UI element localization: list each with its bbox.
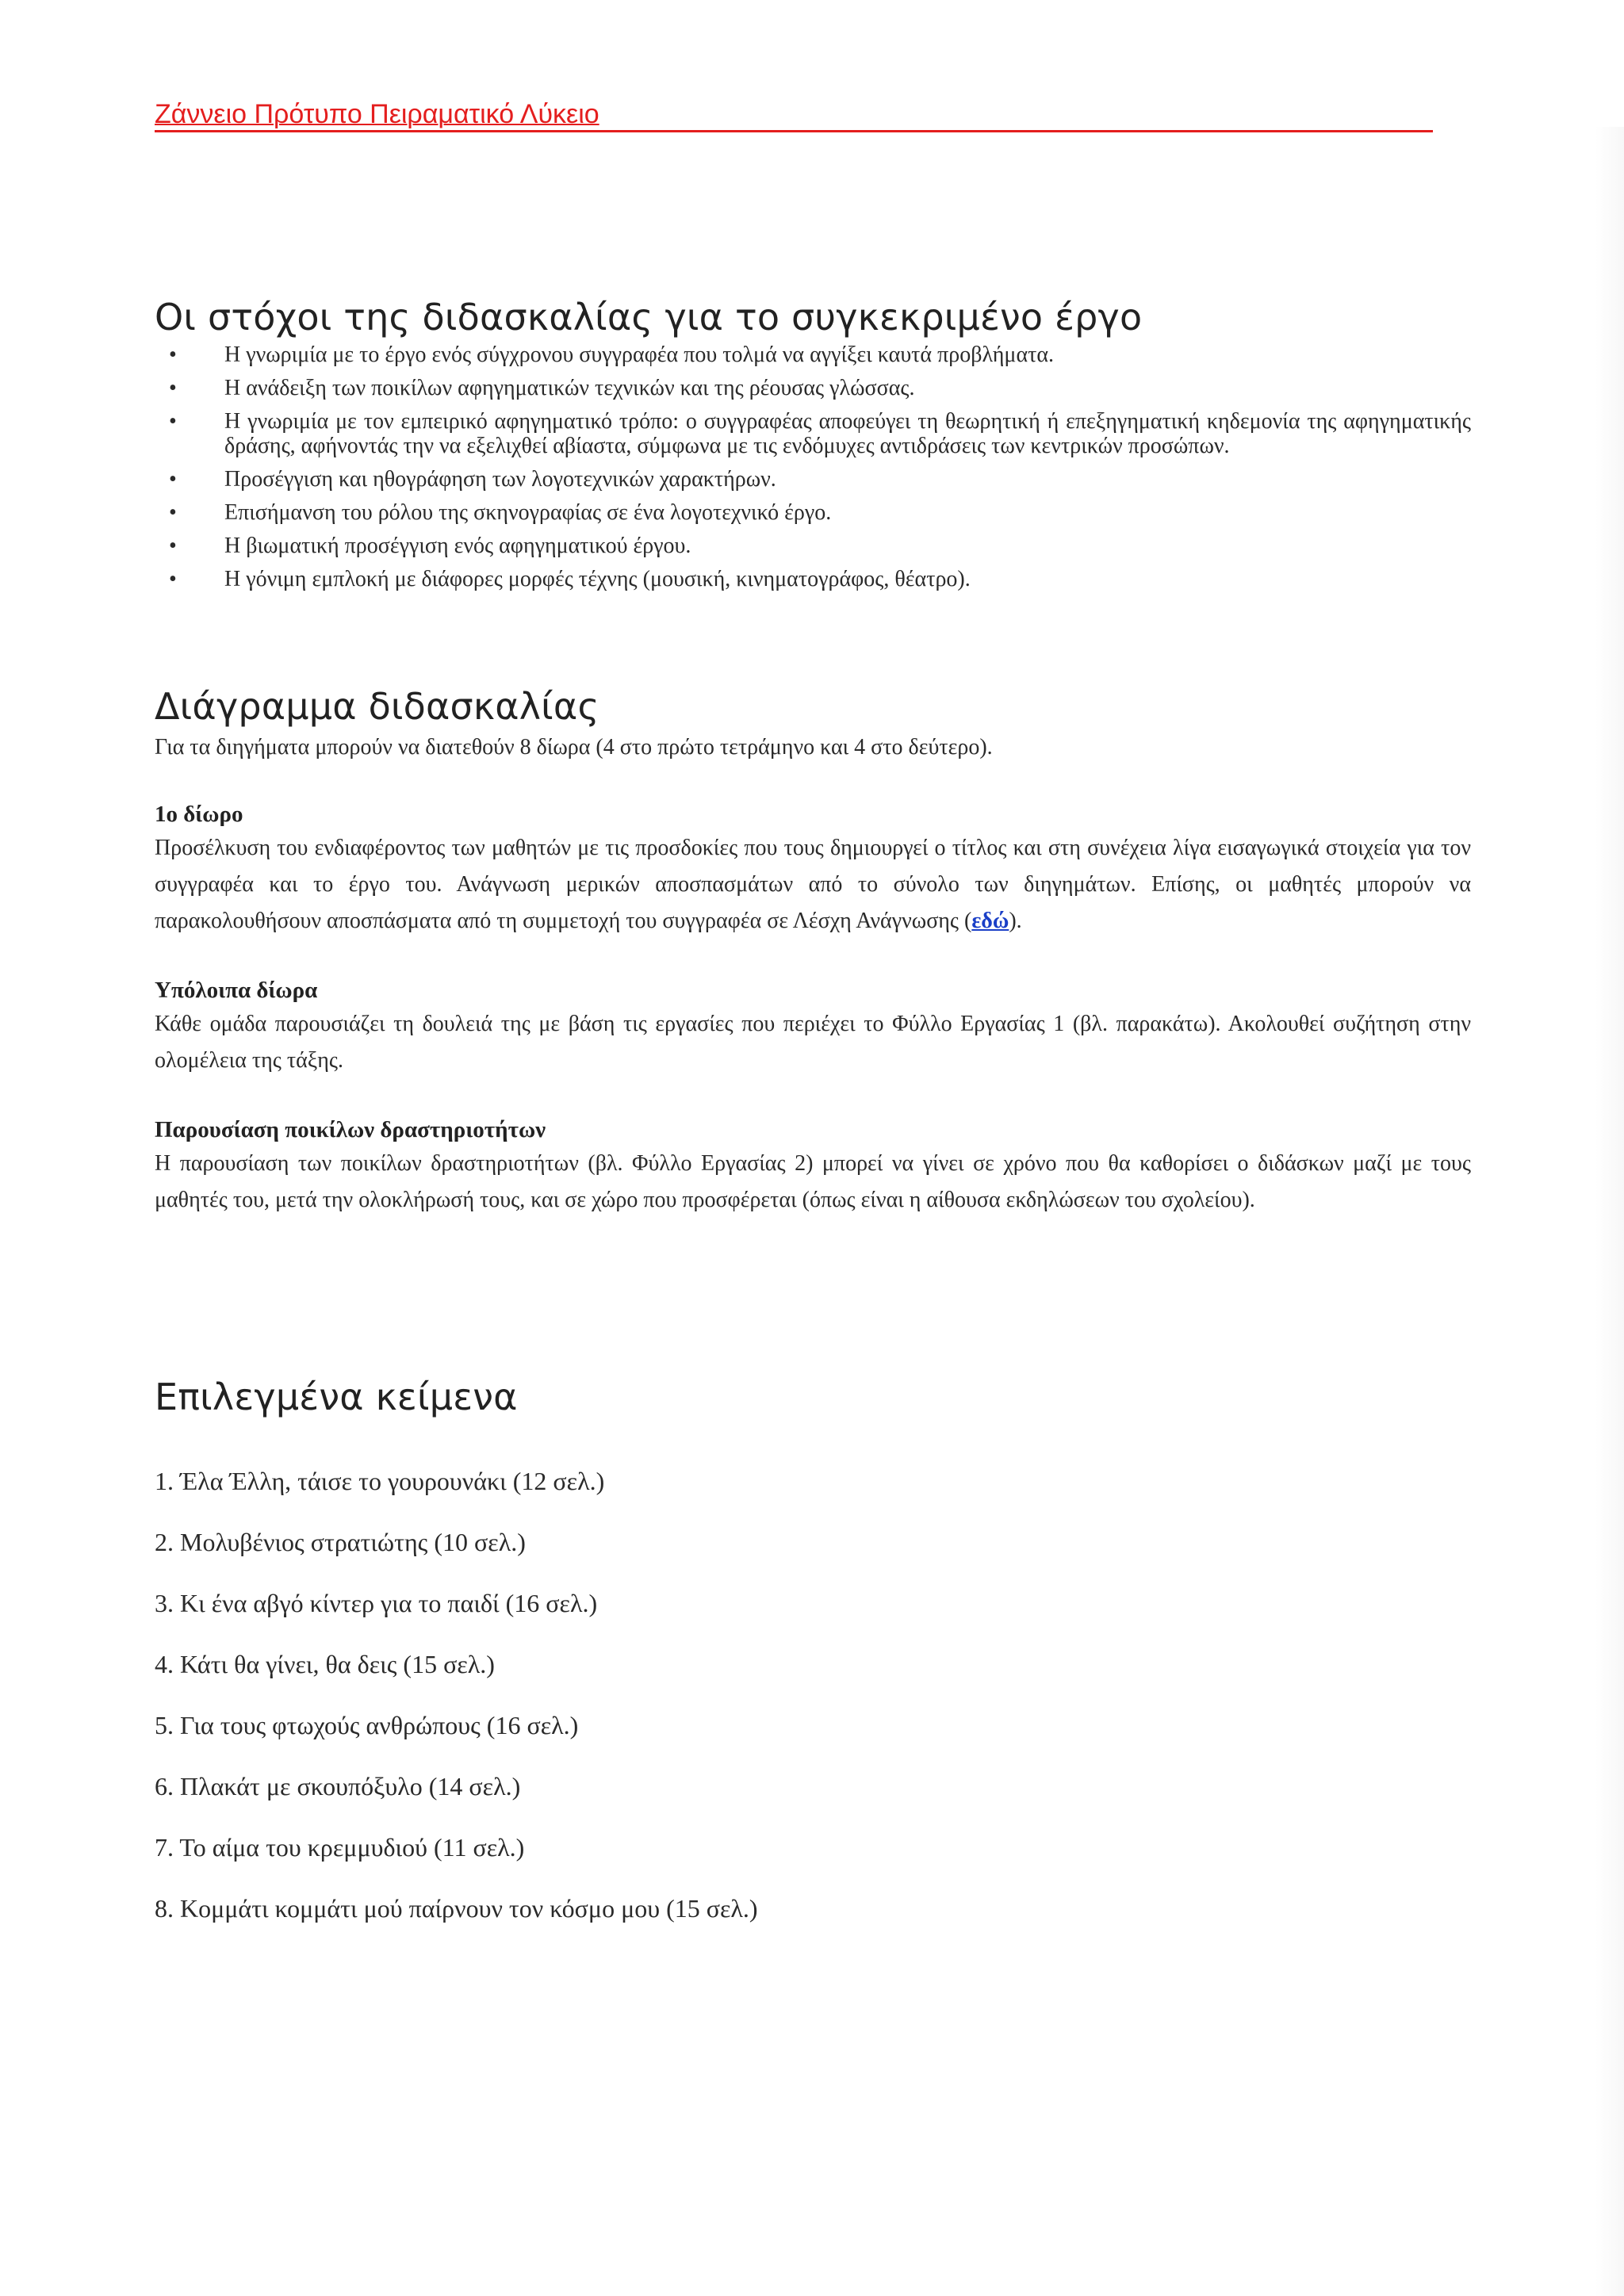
goals-heading: Οι στόχοι της διδασκαλίας για το συγκεκριμένο έργο (155, 296, 1143, 339)
texts-list (155, 1465, 1471, 1924)
bullet-icon: • (169, 376, 177, 400)
activities-text: Η παρουσίαση των ποικίλων δραστηριοτήτων (βλ. Φύλλο Εργασίας 2) μπορεί να γίνει σε χρόνο που θα καθορίσει ο διδάσκων μαζί με τους μαθητές του, μετά την ολοκλήρωσή τους, και σε χώρο που προσφέρεται (όπως είναι η αίθουσα εκδηλώσεων του σχολείου). (155, 1151, 1471, 1212)
goals-list (155, 342, 1471, 591)
list-item: 8. Κομμάτι κομμάτι μού παίρνουν τον κόσμο μου (15 σελ.) (155, 1894, 758, 1923)
plan-intro: Για τα διηγήματα μπορούν να διατεθούν 8 δίωρα (4 στο πρώτο τετράμηνο και 4 στο δεύτερο). (155, 735, 993, 760)
bullet-icon: • (169, 467, 177, 492)
list-item: 1. Έλα Έλλη, τάισε το γουρουνάκι (12 σελ.) (155, 1467, 605, 1495)
goals-section (155, 295, 1471, 600)
school-name: Ζάννειο Πρότυπο Πειραματικό Λύκειο (155, 99, 599, 129)
list-item: • Επισήμανση του ρόλου της σκηνογραφίας σε ένα λογοτεχνικό έργο. (169, 500, 832, 525)
here-link[interactable]: εδώ (971, 909, 1009, 933)
list-item: • Η γνωριμία με τον εμπειρικό αφηγηματικό τρόπο: ο συγγραφέας αποφεύγει τη θεωρητική ή επεξηγηματική κηδεμονία της αφηγηματικής δράσης, αφήνοντάς την να εξελιχθεί αβίαστα, σύμφωνα με τις ενδόμυχες αντιδράσεις των κεντρικών προσώπων. (169, 409, 1471, 458)
first-session-heading: 1ο δίωρο (155, 802, 243, 827)
remaining-sessions-text: Κάθε ομάδα παρουσιάζει τη δουλειά της με βάση τις εργασίες που περιέχει το Φύλλο Εργασίας 1 (βλ. παρακάτω). Ακολουθεί συζήτηση στην ολομέλεια της τάξης. (155, 1012, 1471, 1073)
list-item: • Προσέγγιση και ηθογράφηση των λογοτεχνικών χαρακτήρων. (169, 467, 776, 492)
page-edge-shade (1595, 127, 1624, 2296)
bullet-icon: • (169, 534, 177, 558)
first-session-text: Προσέλκυση του ενδιαφέροντος των μαθητών με τις προσδοκίες που τους δημιουργεί ο τίτλος και στη συνέχεια λίγα εισαγωγικά στοιχεία για τον συγγραφέα και το έργο του. Ανάγνωση μερικών αποσπασμάτων από το σύνολο των διηγημάτων. Επίσης, οι μαθητές μπορούν να παρακολουθήσουν αποσπάσματα από τη συμμετοχή του συγγραφέα σε Λέσχη Ανάγνωσης (εδώ). (155, 836, 1471, 933)
list-item: • Η γνωριμία με το έργο ενός σύγχρονου συγγραφέα που τολμά να αγγίξει καυτά προβλήματα. (169, 342, 1055, 367)
list-item: 6. Πλακάτ με σκουπόξυλο (14 σελ.) (155, 1772, 521, 1800)
list-item: 5. Για τους φτωχούς ανθρώπους (16 σελ.) (155, 1711, 579, 1739)
texts-heading: Επιλεγμένα κείμενα (155, 1376, 518, 1418)
list-item: 4. Κάτι θα γίνει, θα δεις (15 σελ.) (155, 1650, 495, 1678)
list-item: • Η ανάδειξη των ποικίλων αφηγηματικών τεχνικών και της ρέουσας γλώσσας. (169, 376, 915, 400)
activities-heading: Παρουσίαση ποικίλων δραστηριοτήτων (155, 1117, 546, 1142)
list-item: 3. Κι ένα αβγό κίντερ για το παιδί (16 σελ.) (155, 1589, 598, 1617)
plan-section (155, 684, 1471, 1219)
plan-heading: Διάγραμμα διδασκαλίας (155, 685, 599, 728)
bullet-icon: • (169, 342, 177, 367)
running-header (155, 98, 1433, 132)
list-item: 2. Μολυβένιος στρατιώτης (10 σελ.) (155, 1528, 526, 1556)
list-item: 7. Το αίμα του κρεμμυδιού (11 σελ.) (155, 1833, 525, 1862)
bullet-icon: • (169, 409, 177, 434)
texts-section (155, 1375, 1471, 1954)
first-session-block (155, 798, 1471, 939)
activities-block (155, 1114, 1471, 1219)
bullet-icon: • (169, 567, 177, 591)
list-item: • Η γόνιμη εμπλοκή με διάφορες μορφές τέχνης (μουσική, κινηματογράφος, θέατρο). (169, 567, 971, 591)
list-item: • Η βιωματική προσέγγιση ενός αφηγηματικού έργου. (169, 534, 691, 558)
remaining-sessions-block (155, 974, 1471, 1079)
remaining-sessions-heading: Υπόλοιπα δίωρα (155, 978, 318, 1003)
bullet-icon: • (169, 500, 177, 525)
